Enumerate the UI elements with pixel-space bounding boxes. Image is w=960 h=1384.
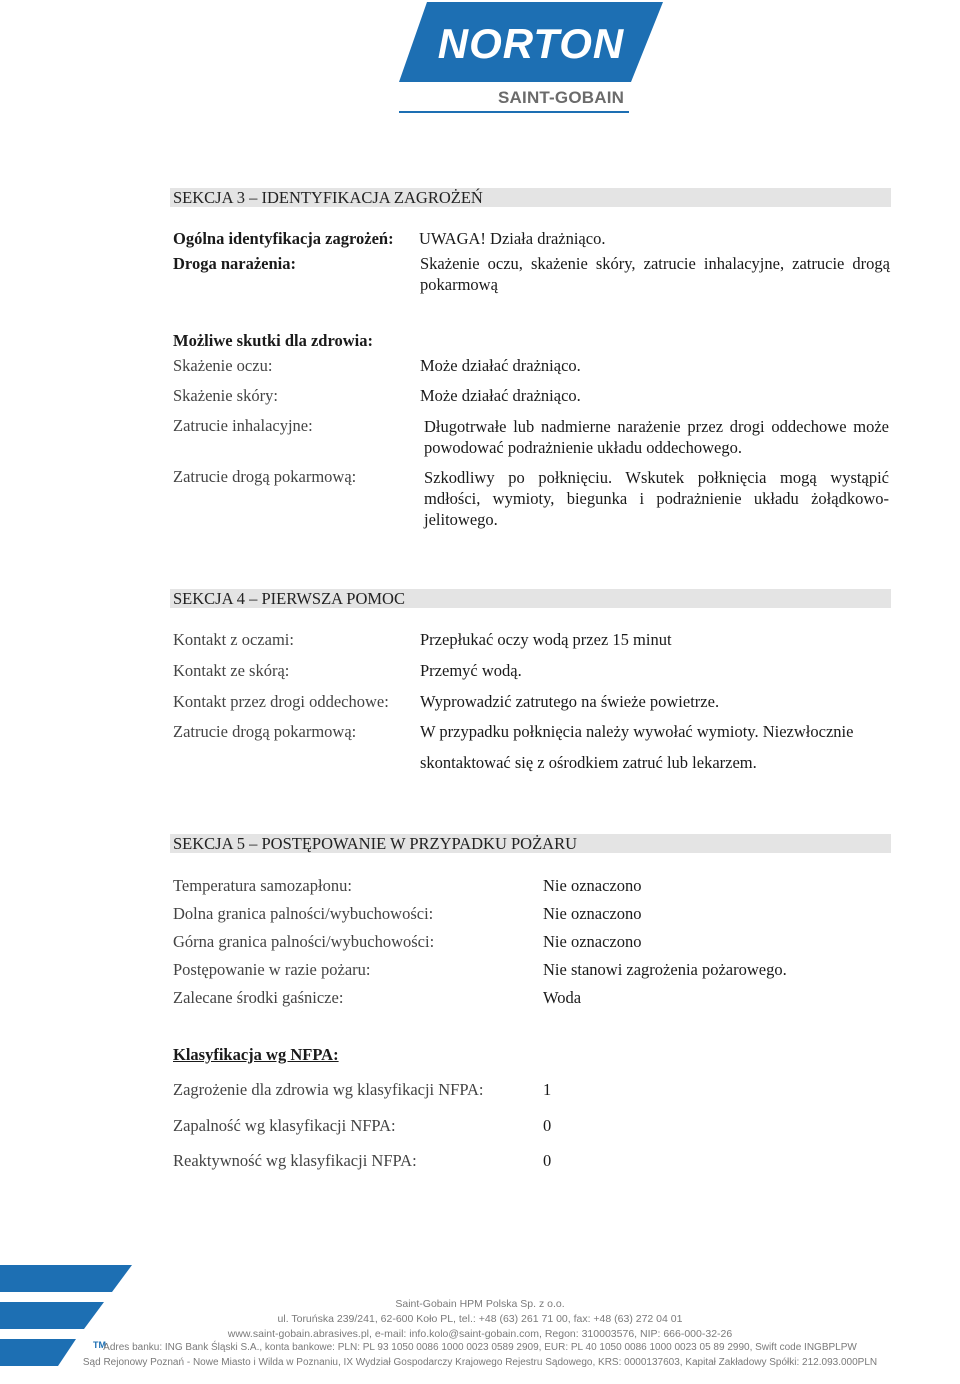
route-label: Droga narażenia: (173, 254, 296, 273)
effect-label-skin: Skażenie skóry: (173, 386, 278, 405)
fire-value-procedure: Nie stanowi zagrożenia pożarowego. (543, 960, 787, 979)
first-aid-label-ingestion: Zatrucie drogą pokarmową: (173, 722, 357, 741)
fire-label-upper-limit: Górna granica palności/wybuchowości: (173, 932, 435, 951)
norton-logo (395, 0, 667, 115)
footer-web: www.saint-gobain.abrasives.pl, e-mail: info.kolo@saint-gobain.com, Regon: 310003576, NIP: 666-000-32-26 (227, 1328, 733, 1340)
general-hazard-label: Ogólna identyfikacja zagrożeń: (173, 229, 394, 248)
effect-value-inhalation: Długotrwałe lub nadmierne narażenie przez drogi oddechowe może powodować podrażnienie układu oddechowego. (424, 417, 889, 457)
section-3-title: SEKCJA 3 – IDENTYFIKACJA ZAGROŻEŃ (173, 188, 483, 207)
nfpa-label-health: Zagrożenie dla zdrowia wg klasyfikacji NFPA: (173, 1080, 484, 1099)
fire-label-lower-limit: Dolna granica palności/wybuchowości: (173, 904, 434, 923)
section-5-title: SEKCJA 5 – POSTĘPOWANIE W PRZYPADKU POŻARU (173, 834, 578, 853)
section-5-bar (170, 834, 891, 853)
fire-value-upper-limit: Nie oznaczono (543, 932, 642, 951)
effect-label-eyes: Skażenie oczu: (173, 356, 273, 375)
footer-company: Saint-Gobain HPM Polska Sp. z o.o. (395, 1298, 565, 1310)
fire-value-lower-limit: Nie oznaczono (543, 904, 642, 923)
first-aid-label-inhalation: Kontakt przez drogi oddechowe: (173, 692, 389, 711)
first-aid-value-inhalation: Wyprowadzić zatrutego na świeże powietrze. (420, 692, 720, 711)
section-4-bar (170, 589, 891, 608)
effects-heading: Możliwe skutki dla zdrowia: (173, 331, 373, 350)
brand-name: NORTON (437, 20, 625, 67)
nfpa-value-health: 1 (543, 1080, 552, 1099)
first-aid-label-eyes: Kontakt z oczami: (173, 630, 294, 649)
first-aid-value-eyes: Przepłukać oczy wodą przez 15 minut (420, 630, 672, 649)
fire-label-autoignition: Temperatura samozapłonu: (173, 876, 352, 895)
first-aid-value-ingestion: W przypadku połknięcia należy wywołać wymioty. Niezwłocznie (420, 722, 854, 741)
fire-value-extinguishing: Woda (543, 988, 582, 1007)
nfpa-value-flammability: 0 (543, 1116, 552, 1135)
footer-court: Sąd Rejonowy Poznań - Nowe Miasto i Wilda w Poznaniu, IX Wydział Gospodarczy Krajowego Rejestru Sądowego, KRS: 0000137603, Kapitał Zakładowy Spółki: 212.093.000PLN (82, 1357, 878, 1368)
effect-label-ingestion: Zatrucie drogą pokarmową: (173, 467, 357, 486)
general-hazard-value: UWAGA! Działa drażniąco. (419, 229, 606, 248)
nfpa-label-flammability: Zapalność wg klasyfikacji NFPA: (173, 1116, 396, 1135)
footer-address: ul. Toruńska 239/241, 62-600 Koło PL, tel.: +48 (63) 261 71 00, fax: +48 (63) 272 04 01 (277, 1313, 683, 1325)
fire-value-autoignition: Nie oznaczono (543, 876, 642, 895)
fire-label-extinguishing: Zalecane środki gaśnicze: (173, 988, 344, 1007)
first-aid-label-skin: Kontakt ze skórą: (173, 661, 290, 680)
nfpa-heading: Klasyfikacja wg NFPA: (173, 1045, 339, 1064)
effect-value-skin: Może działać drażniąco. (420, 386, 581, 405)
first-aid-value-skin: Przemyć wodą. (420, 661, 522, 680)
nfpa-value-reactivity: 0 (543, 1151, 552, 1170)
footer-bank: Adres banku: ING Bank Śląski S.A., konta bankowe: PLN: PL 93 1050 0086 1000 0023 0589 2909, EUR: PL 40 1050 0086 1000 0023 05 89 2990, Swift code INGBPLPW (103, 1342, 857, 1353)
trademark-mark: TM (93, 1340, 106, 1350)
nfpa-label-reactivity: Reaktywność wg klasyfikacji NFPA: (173, 1151, 417, 1170)
fire-label-procedure: Postępowanie w razie pożaru: (173, 960, 371, 979)
section-3-bar (170, 188, 891, 207)
effect-value-eyes: Może działać drażniąco. (420, 356, 581, 375)
sub-brand: SAINT-GOBAIN (498, 88, 625, 107)
route-value: Skażenie oczu, skażenie skóry, zatrucie inhalacyjne, zatrucie drogą pokarmową (420, 254, 890, 294)
first-aid-value-ingestion-line2: skontaktować się z ośrodkiem zatruć lub lekarzem. (420, 753, 757, 772)
effect-label-inhalation: Zatrucie inhalacyjne: (173, 416, 313, 435)
section-4-title: SEKCJA 4 – PIERWSZA POMOC (173, 589, 405, 608)
effect-value-ingestion: Szkodliwy po połknięciu. Wskutek połknięcia mogą wystąpić mdłości, wymioty, biegunka i podrażnienie układu żołądkowo-jelitowego. (424, 468, 889, 529)
